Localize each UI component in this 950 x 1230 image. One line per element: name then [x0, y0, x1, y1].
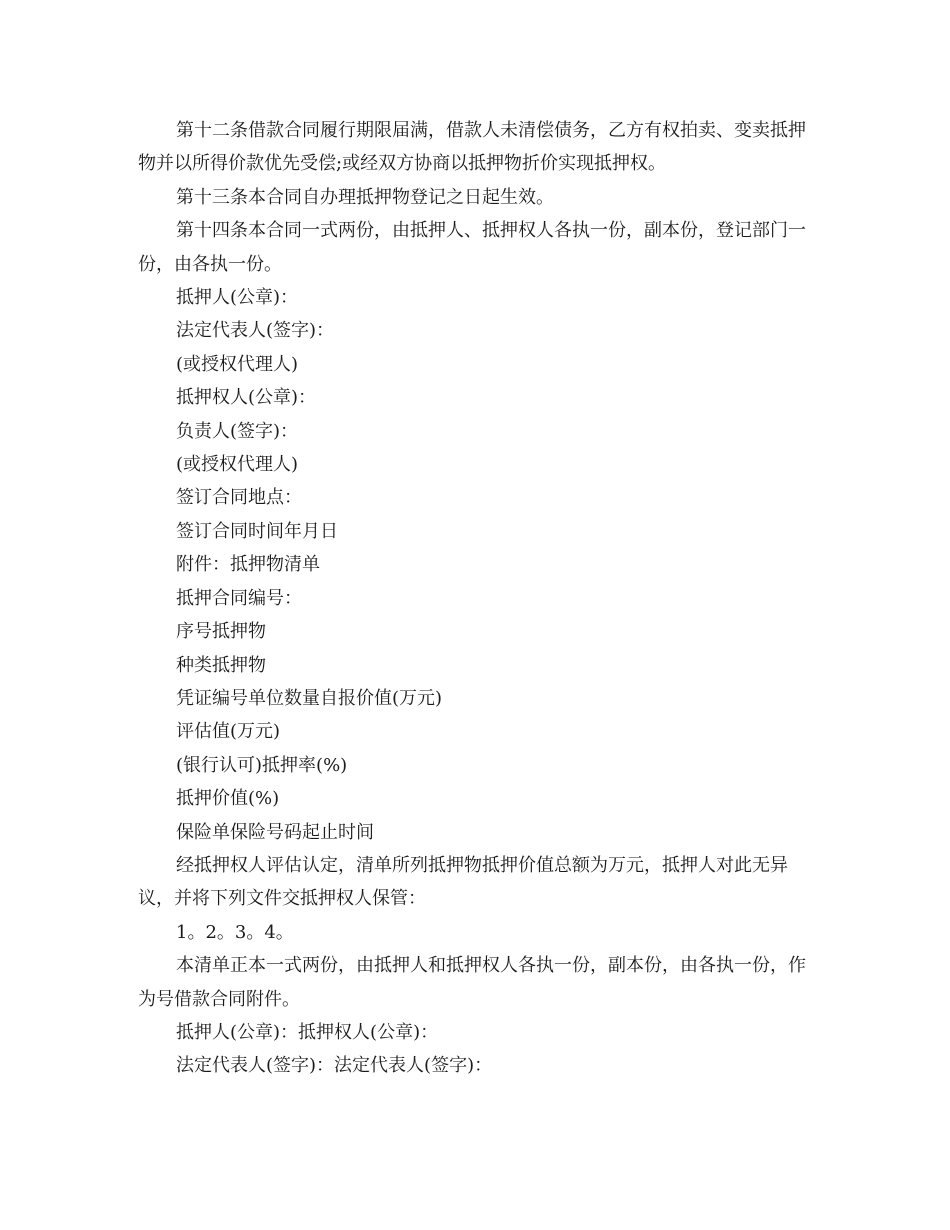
dual-seal-line: 抵押人(公章)：抵押权人(公章)： [176, 1021, 439, 1043]
document-body [138, 114, 818, 1083]
document-list-numbers: 1。2。3。4。 [176, 921, 294, 943]
legal-rep-signature-line: 法定代表人(签字)： [176, 320, 335, 342]
attachment-title: 附件：抵押物清单 [176, 554, 320, 576]
list-field-voucher: 凭证编号单位数量自报价值(万元) [176, 687, 443, 709]
authorized-agent-line: (或授权代理人) [176, 353, 299, 375]
paragraph-article-12: 第十二条借款合同履行期限届满，借款人未清偿债务，乙方有权拍卖、变卖抵押物并以所得价款优先受偿;或经双方协商以抵押物折价实现抵押权。 [138, 120, 806, 175]
list-field-value: 抵押价值(%) [176, 788, 280, 810]
mortgagor-seal-line: 抵押人(公章)： [176, 287, 299, 309]
list-field-appraisal: 评估值(万元) [176, 721, 281, 743]
paragraph-list-copies: 本清单正本一式两份，由抵押人和抵押权人各执一份，副本份，由各执一份，作为号借款合同附件。 [138, 955, 806, 1010]
signing-place-line: 签订合同地点： [176, 487, 302, 509]
list-field-type: 种类抵押物 [176, 654, 266, 676]
mortgagee-seal-line: 抵押权人(公章)： [176, 387, 317, 409]
list-field-rate: (银行认可)抵押率(%) [176, 754, 348, 776]
paragraph-article-13: 第十三条本合同自办理抵押物登记之日起生效。 [176, 186, 554, 208]
signing-date-line: 签订合同时间年月日 [176, 520, 338, 542]
dual-signature-line: 法定代表人(签字)：法定代表人(签字)： [176, 1055, 493, 1077]
responsible-person-signature-line: 负责人(签字)： [176, 420, 299, 442]
paragraph-article-14: 第十四条本合同一式两份，由抵押人、抵押权人各执一份，副本份，登记部门一份，由各执一份。 [138, 220, 806, 275]
paragraph-appraisal-confirmation: 经抵押权人评估认定，清单所列抵押物抵押价值总额为万元，抵押人对此无异议，并将下列文件交抵押权人保管： [138, 854, 788, 910]
authorized-agent-line-2: (或授权代理人) [176, 454, 299, 476]
list-field-insurance: 保险单保险号码起止时间 [176, 821, 374, 843]
contract-number-line: 抵押合同编号： [176, 587, 302, 609]
list-field-serial: 序号抵押物 [176, 621, 266, 643]
